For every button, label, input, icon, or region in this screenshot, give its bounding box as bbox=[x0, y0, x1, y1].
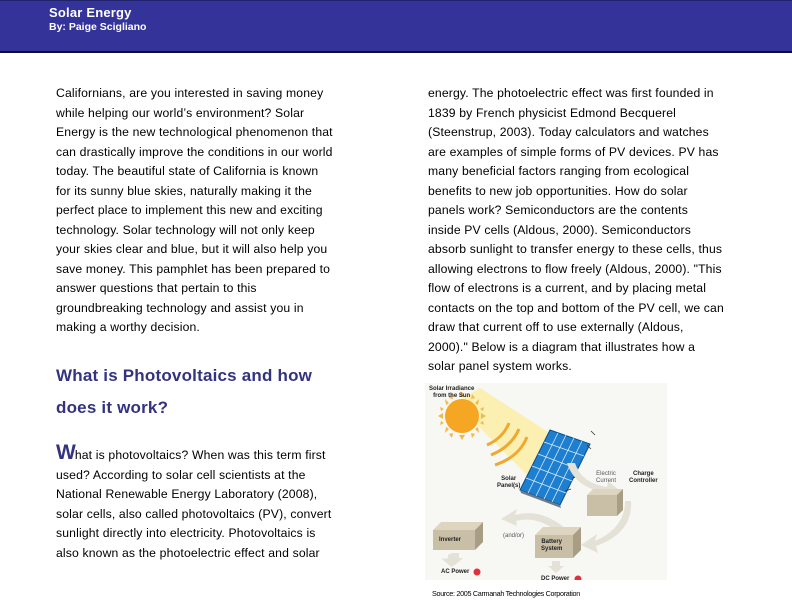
label-line: Solar bbox=[501, 476, 517, 482]
text-line: answer questions that pertain to this bbox=[56, 281, 257, 295]
text-line: solar panel system works. bbox=[428, 359, 572, 373]
text-line: draw that current off to use externally (Aldous, bbox=[428, 320, 684, 334]
text-line: energy. The photoelectric effect was first founded in bbox=[428, 86, 714, 100]
text-line: (Steenstrup, 2003). Today calculators and watches bbox=[428, 125, 709, 139]
header-banner bbox=[0, 0, 792, 53]
label-line: from the Sun bbox=[433, 393, 471, 399]
text-line: while helping our world’s environment? Solar bbox=[56, 105, 305, 120]
text-line: Energy is the new technological phenomenon that bbox=[56, 125, 333, 139]
text-line: contacts on the top and bottom of the PV cell, we can bbox=[428, 300, 724, 315]
text-line bbox=[56, 443, 386, 466]
text-line: groundbreaking technology and assist you in bbox=[56, 300, 304, 315]
label-line: Controller bbox=[629, 478, 658, 484]
text-line: National Renewable Energy Laboratory (2008), bbox=[56, 487, 318, 501]
intro-paragraph bbox=[56, 84, 376, 338]
text-line: 2000)." Below is a diagram that illustrates how a bbox=[428, 339, 696, 354]
label-ac-power: AC Power bbox=[441, 569, 470, 575]
label-battery-system bbox=[541, 539, 562, 553]
text-line: panels work? Semiconductors are the contents bbox=[428, 203, 688, 217]
label-line: System bbox=[541, 546, 563, 552]
text-line: benefits to new job opportunities. How do solar bbox=[428, 183, 688, 198]
text-line: for its sunny blue skies, naturally making it the bbox=[56, 183, 312, 198]
label-electric-current bbox=[596, 471, 616, 485]
text-line: perfect place to implement this new and exciting bbox=[56, 203, 323, 217]
label-solar-panels bbox=[497, 476, 520, 490]
heading-line: What is Photovoltaics and how bbox=[56, 366, 313, 385]
text-line: your skies clear and blue, but it will also help you bbox=[56, 242, 328, 256]
text-line: inside PV cells (Aldous, 2000). Semiconductors bbox=[428, 222, 691, 237]
text-line: absorb sunlight to transfer energy to these cells, thus bbox=[428, 242, 723, 256]
label-and-or: (and/or) bbox=[503, 533, 525, 539]
label-line: Panel(s) bbox=[497, 483, 521, 489]
text-line: many beneficial factors ranging from ecological bbox=[428, 164, 690, 178]
text-line: sunlight directly into electricity. Photovoltaics is bbox=[56, 526, 316, 540]
text-line-rest: hat is photovoltaics? When was this term first bbox=[74, 448, 326, 462]
text-line: can drastically improve the conditions in our world bbox=[56, 144, 333, 159]
label-charge-controller bbox=[629, 471, 658, 485]
text-line: 1839 by French physicist Edmond Becquerel bbox=[428, 105, 677, 120]
solar-system-diagram bbox=[425, 383, 667, 580]
section-paragraph bbox=[56, 443, 386, 563]
page-title: Solar Energy bbox=[49, 5, 132, 20]
figure-caption: Source: 2005 Carmanah Technologies Corporation bbox=[432, 589, 580, 598]
inverter-box bbox=[433, 522, 483, 550]
text-line: save money. This pamphlet has been prepared to bbox=[56, 261, 331, 276]
author-byline: By: Paige Scigliano bbox=[49, 21, 147, 33]
text-line: used? According to solar cell scientists at the bbox=[56, 467, 306, 482]
text-line: making a worthy decision. bbox=[56, 320, 200, 334]
text-line: today. The beautiful state of California is known bbox=[56, 164, 319, 178]
label-line: Solar Irradiance bbox=[429, 386, 475, 392]
text-line: are examples of simple forms of PV devices. PV has bbox=[428, 144, 719, 159]
right-column-paragraph bbox=[428, 84, 768, 377]
text-line: Californians, are you interested in saving money bbox=[56, 86, 324, 100]
text-line: flow of electrons is a current, and by placing metal bbox=[428, 281, 707, 295]
label-line: Charge bbox=[633, 471, 654, 477]
label-line: Electric bbox=[596, 471, 616, 477]
text-line: allowing electrons to flow freely (Aldous, 2000). "This bbox=[428, 261, 722, 276]
text-line: solar cells, also called photovoltaics (PV), convert bbox=[56, 506, 332, 521]
label-inverter: Inverter bbox=[439, 537, 462, 543]
label-solar-irradiance bbox=[429, 386, 474, 400]
text-line: technology. Solar technology will not only keep bbox=[56, 222, 315, 237]
text-line: also known as the photoelectric effect and solar bbox=[56, 545, 320, 560]
label-dc-power: DC Power bbox=[541, 576, 570, 582]
drop-cap: W bbox=[56, 441, 75, 464]
label-line: Battery bbox=[541, 539, 563, 545]
label-line: Current bbox=[596, 478, 617, 484]
heading-line: does it work? bbox=[56, 398, 169, 417]
charge-controller-box bbox=[587, 489, 623, 516]
section-heading bbox=[56, 360, 376, 424]
